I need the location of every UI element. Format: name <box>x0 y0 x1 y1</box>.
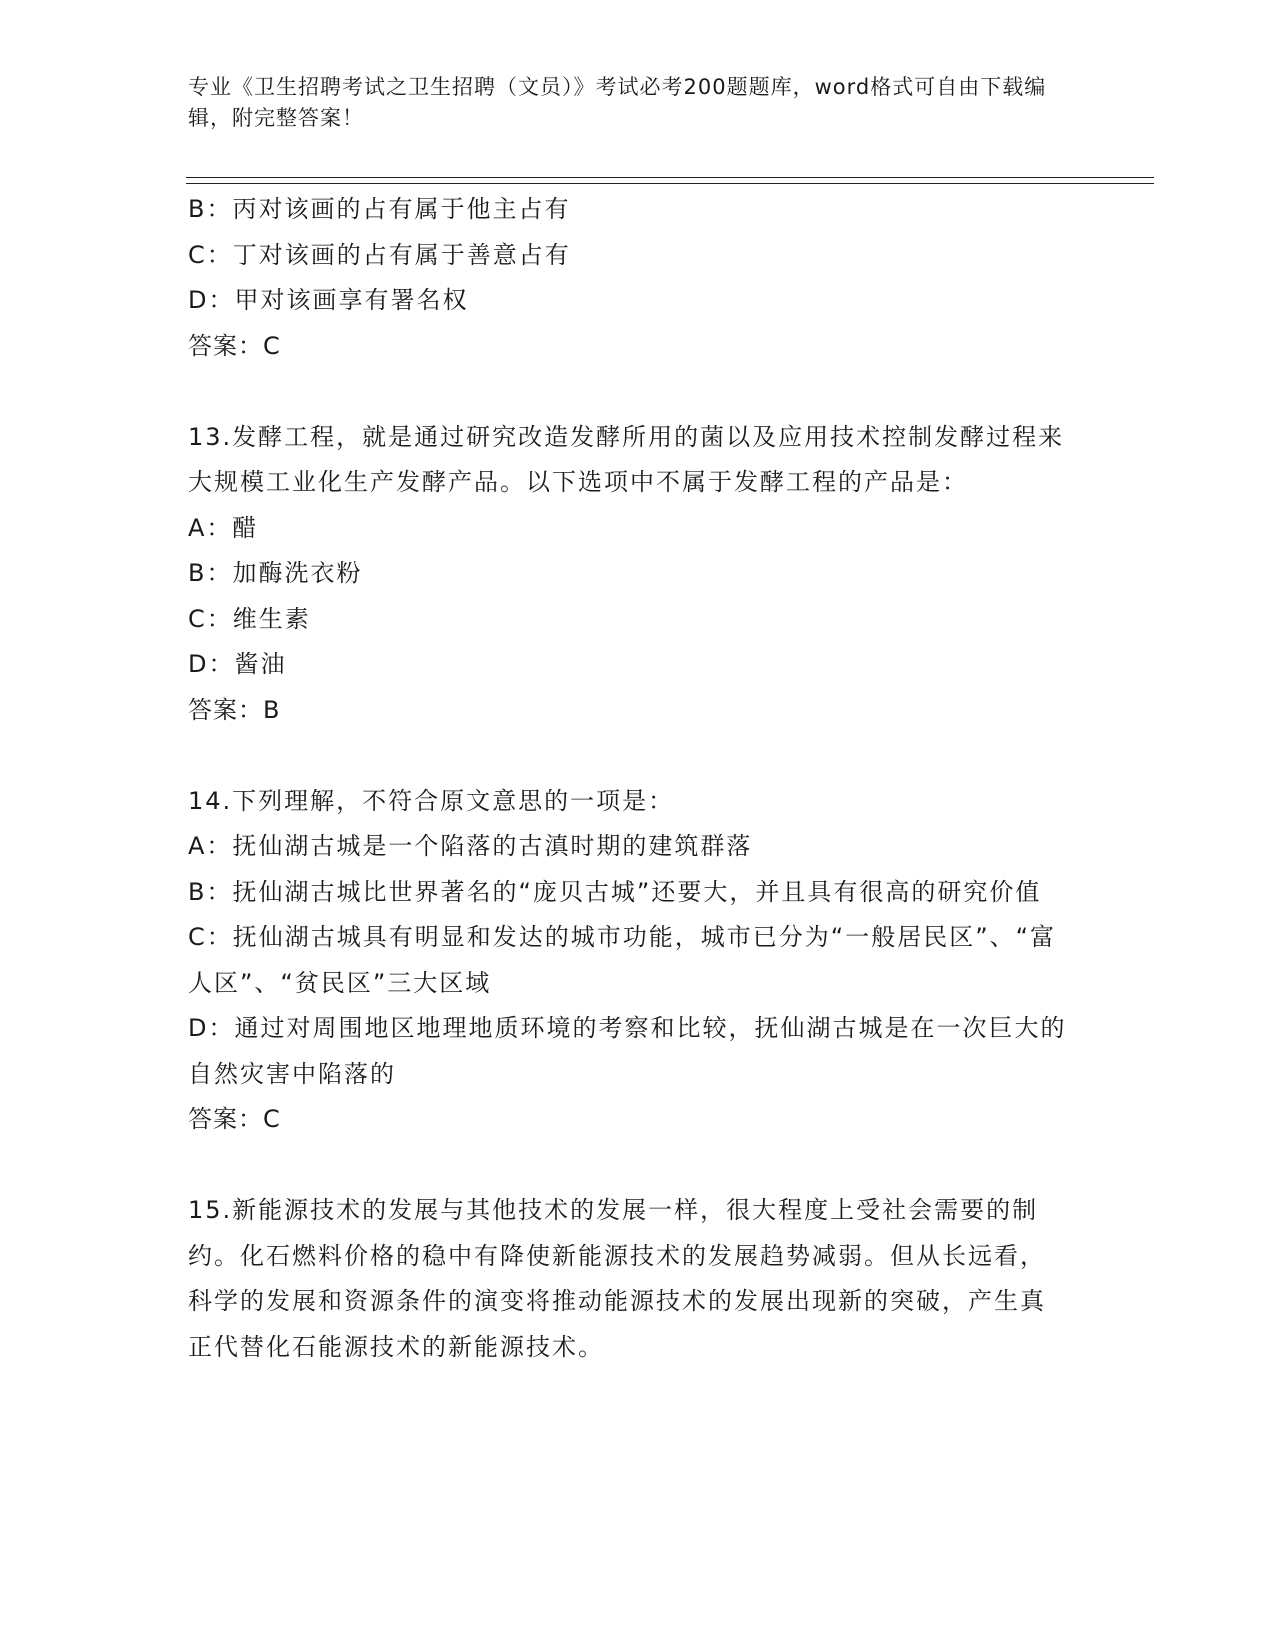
option-d: D：通过对周围地区地理地质环境的考察和比较，抚仙湖古城是在一次巨大的自然灾害中陷落的 <box>188 1014 1067 1088</box>
question-15 <box>188 1188 1068 1370</box>
option-d: D：酱油 <box>188 650 287 678</box>
document-body <box>188 187 1068 1370</box>
option-c: C：维生素 <box>188 604 311 633</box>
answer-label: 答案： <box>188 331 263 360</box>
question-stem: 13.发酵工程，就是通过研究改造发酵所用的菌以及应用技术控制发酵过程来大规模工业化生产发酵产品。以下选项中不属于发酵工程的产品是： <box>188 422 1065 496</box>
option-c: C：抚仙湖古城具有明显和发达的城市功能，城市已分为“一般居民区”、“富人区”、“贫民区”三大区域 <box>188 923 1057 997</box>
page-header <box>188 72 1068 134</box>
spacer <box>188 369 1068 415</box>
answer-value: C <box>263 331 281 360</box>
question-14 <box>188 779 1068 1143</box>
answer-label: 答案： <box>188 1105 263 1133</box>
question-stem: 15.新能源技术的发展与其他技术的发展一样，很大程度上受社会需要的制约。化石燃料价格的稳中有降使新能源技术的发展趋势减弱。但从长远看，科学的发展和资源条件的演变将推动能源技术的发展出现新的突破，产生真正代替化石能源技术的新能源技术。 <box>188 1196 1046 1361</box>
header-divider <box>186 177 1154 184</box>
option-c: C：丁对该画的占有属于善意占有 <box>188 240 571 269</box>
answer-line <box>188 324 1068 370</box>
answer-value: B <box>263 695 281 724</box>
option-a: A：抚仙湖古城是一个陷落的古滇时期的建筑群落 <box>188 832 753 860</box>
option-d: D：甲对该画享有署名权 <box>188 286 469 314</box>
answer-line <box>188 688 1068 734</box>
option-b: B：丙对该画的占有属于他主占有 <box>188 195 571 223</box>
option-b: B：抚仙湖古城比世界著名的“庞贝古城”还要大，并且具有很高的研究价值 <box>188 877 1042 906</box>
answer-line <box>188 1097 1068 1143</box>
answer-label: 答案： <box>188 695 263 724</box>
option-b: B：加酶洗衣粉 <box>188 559 363 587</box>
header-title: 专业《卫生招聘考试之卫生招聘（文员）》考试必考200题题库，word格式可自由下载编辑，附完整答案！ <box>188 75 1047 130</box>
answer-value: C <box>263 1105 281 1133</box>
spacer <box>188 733 1068 779</box>
question-13 <box>188 415 1068 734</box>
spacer <box>188 1143 1068 1189</box>
option-a: A：醋 <box>188 513 259 542</box>
question-12-tail <box>188 187 1068 369</box>
question-stem: 14.下列理解，不符合原文意思的一项是： <box>188 786 675 815</box>
